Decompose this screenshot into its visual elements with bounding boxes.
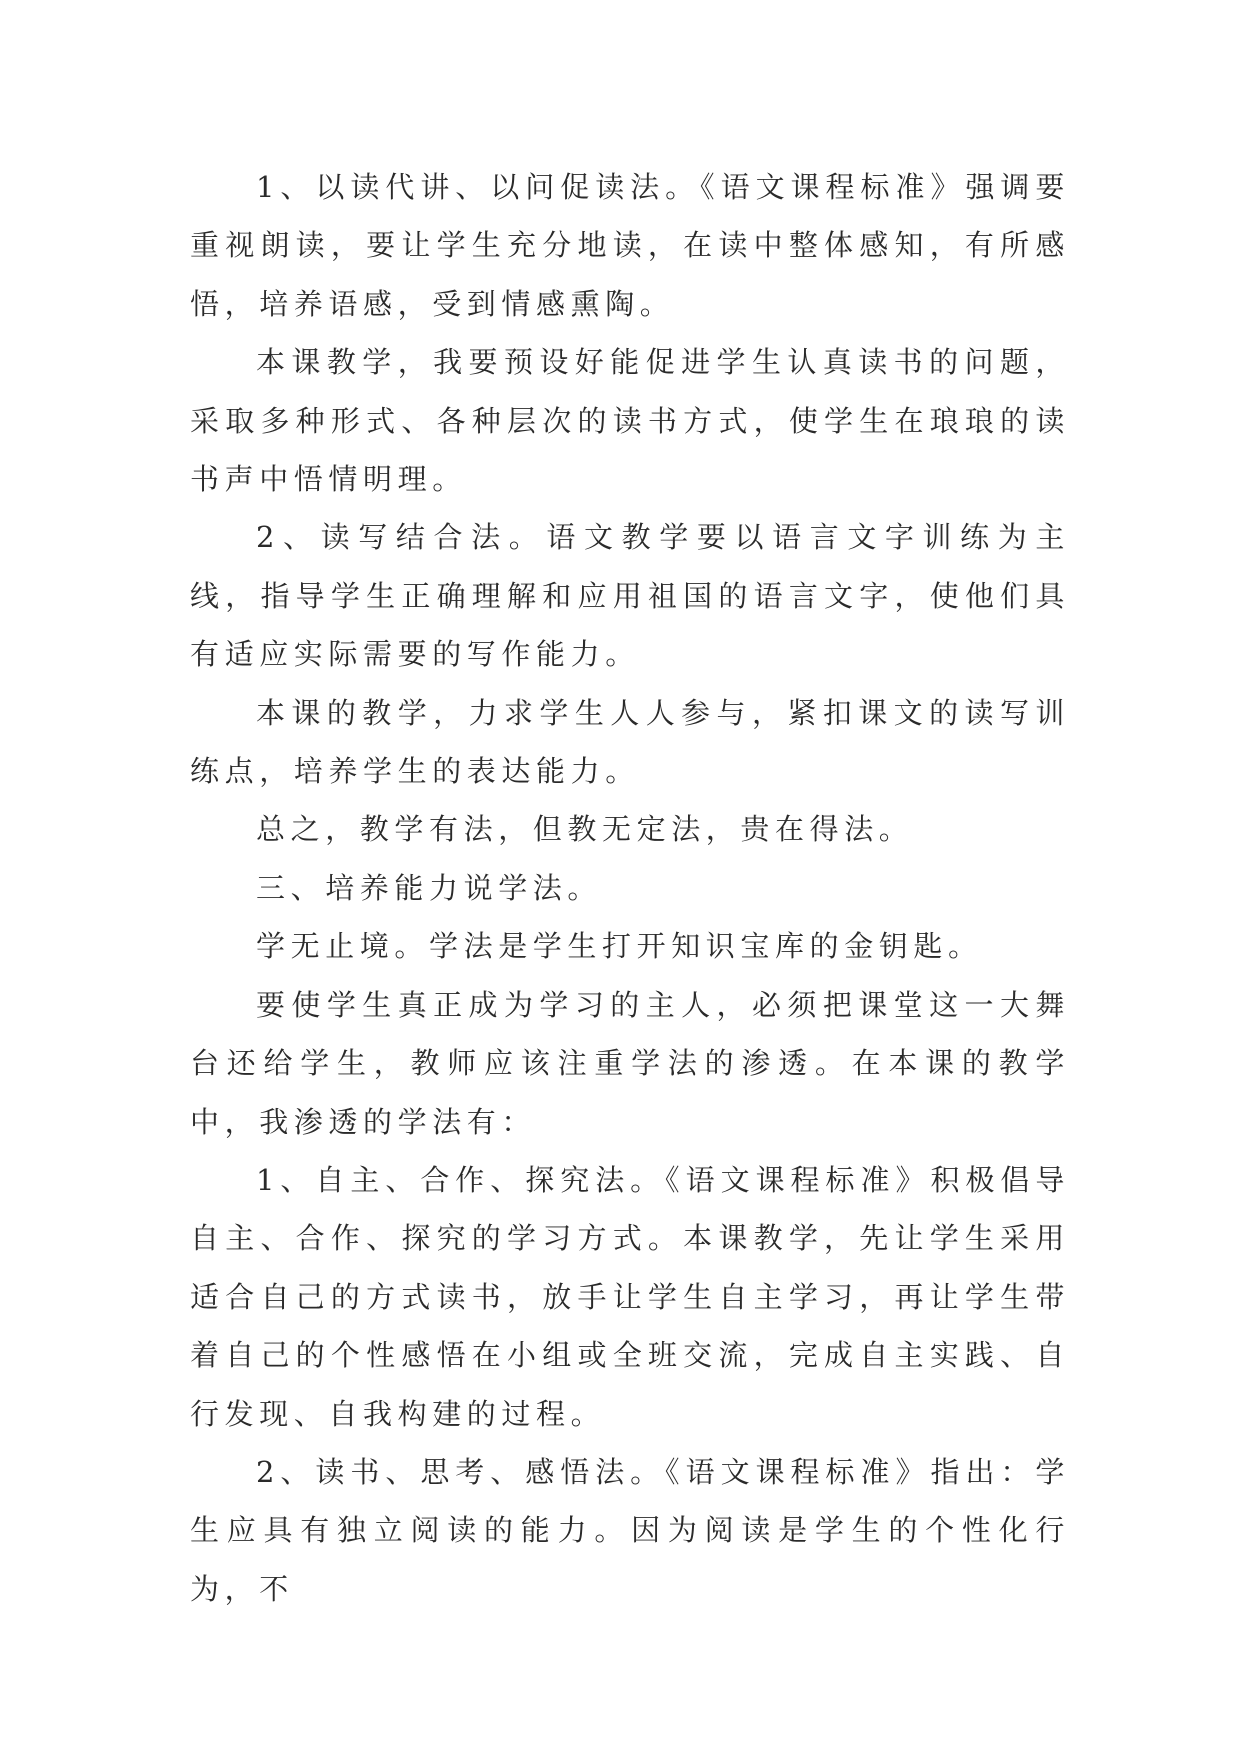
paragraph: 1、以读代讲、以问促读法。《语文课程标准》强调要重视朗读，要让学生充分地读，在读中整体感知，有所感悟，培养语感，受到情感熏陶。 — [190, 170, 1070, 321]
paragraph: 总之，教学有法，但教无定法，贵在得法。 — [256, 812, 914, 847]
paragraph: 2、读书、思考、感悟法。《语文课程标准》指出：学生应具有独立阅读的能力。因为阅读是学生的个性化行为，不 — [190, 1454, 1070, 1606]
paragraph: 本课的教学，力求学生人人参与，紧扣课文的读写训练点，培养学生的表达能力。 — [190, 695, 1070, 789]
paragraph: 1、自主、合作、探究法。《语文课程标准》积极倡导自主、合作、探究的学习方式。本课教学，先让学生采用适合自己的方式读书，放手让学生自主学习，再让学生带着自己的个性感悟在小组或全班交流，完成自主实践、自行发现、自我构建的过程。 — [190, 1162, 1070, 1431]
paragraph: 2、读写结合法。语文教学要以语言文字训练为主线，指导学生正确理解和应用祖国的语言文字，使他们具有适应实际需要的写作能力。 — [190, 520, 1070, 672]
document-body — [190, 158, 1070, 1618]
section-heading: 三、培养能力说学法。 — [256, 870, 603, 905]
paragraph: 本课教学，我要预设好能促进学生认真读书的问题，采取多种形式、各种层次的读书方式，使学生在琅琅的读书声中悟情明理。 — [190, 345, 1070, 497]
paragraph: 要使学生真正成为学习的主人，必须把课堂这一大舞台还给学生，教师应该注重学法的渗透。在本课的教学中，我渗透的学法有： — [190, 987, 1070, 1139]
paragraph: 学无止境。学法是学生打开知识宝库的金钥匙。 — [256, 929, 983, 964]
